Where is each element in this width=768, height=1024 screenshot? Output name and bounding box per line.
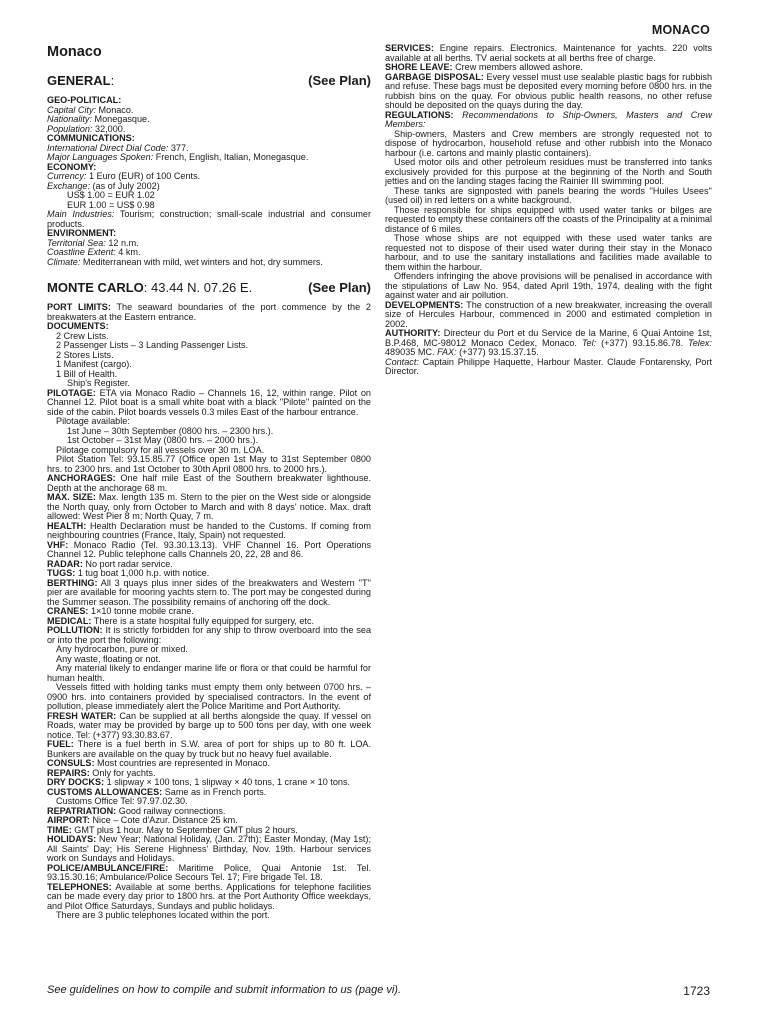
cranes-entry: CRANES: 1×10 tonne mobile crane. — [47, 606, 194, 616]
document-item: 2 Crew Lists. — [56, 330, 109, 341]
exchange-rate-usd: US$ 1.00 = EUR 1.02 — [67, 190, 155, 200]
environment-heading: ENVIRONMENT: — [47, 228, 117, 238]
holidays-entry: HOLIDAYS: New Year; National Holiday, (Jan. 27th); Easter Monday, (May 1st); All Saints' Day; His Serene Highness' Birthday, Nov. 19th. Harbour services work on Sundays and Holidays. — [47, 834, 371, 863]
port-limits: PORT LIMITS: The seaward boundaries of the port commence by the 2 breakwaters at the Eastern entrance. — [47, 302, 371, 322]
port-name: MONTE CARLO — [47, 280, 144, 295]
tugs-entry: TUGS: 1 tug boat 1,000 h.p. with notice. — [47, 568, 210, 578]
capital-line: Capital City: Monaco. — [47, 104, 134, 115]
nationality-line: Nationality: Monegasque. — [47, 114, 150, 124]
dial-code-line: International Direct Dial Code: 377. — [47, 142, 189, 153]
customs-entry: CUSTOMS ALLOWANCES: Same as in French ports. — [47, 786, 267, 797]
country-title: Monaco — [47, 44, 102, 60]
public-telephones: There are 3 public telephones located within the port. — [56, 910, 270, 920]
population-line: Population: 32,000. — [47, 123, 126, 134]
currency-line: Currency: 1 Euro (EUR) of 100 Cents. — [47, 171, 201, 181]
coastline-line: Coastline Extent: 4 km. — [47, 247, 141, 257]
industries-line: Main Industries: Tourism; construction; small-scale industrial and consumer products. — [47, 209, 371, 229]
developments-entry: DEVELOPMENTS: The construction of a new breakwater, increasing the overall size of Hercules Harbour, commenced in 2000 and estimated completion in 2002. — [385, 299, 712, 329]
see-plan-link-port[interactable]: (See Plan) — [308, 280, 371, 295]
regulation-paragraph: These tanks are signposted with panels bearing the words ''Huiles Usees'' (used oil) in red letters on a white background. — [385, 185, 712, 205]
customs-office: Customs Office Tel: 97.97.02.30. — [56, 796, 188, 806]
pilot-station: Pilot Station Tel: 93.15.85.77 (Office open 1st May to 31st September 0800 hrs. to 2300 hrs. and 1st October to 30th April 0800 hrs. to 2000 hrs.). — [47, 454, 371, 474]
document-item: 2 Passenger Lists – 3 Landing Passenger Lists. — [56, 340, 249, 350]
pollution-item: Any hydrocarbon, pure or mixed. — [56, 644, 188, 654]
economy-heading: ECONOMY: — [47, 161, 97, 172]
regulation-paragraph: Ship-owners, Masters and Crew members are strongly requested not to dispose of hydrocarbon, household refuse and other rubbish into the Monaco harbour (i.e. cartons and mainly plastic containers). — [385, 128, 712, 158]
exchange-rate-eur: EUR 1.00 = US$ 0.98 — [67, 199, 155, 210]
general-heading: GENERAL — [47, 73, 111, 88]
regulation-paragraph: Those whose ships are not equipped with these used water tanks are requested not to dispose of their used water during their stay in the Monaco harbour, and to use the sanitary installations and facilities made available to them within the harbour. — [385, 233, 712, 272]
pilotage-entry: PILOTAGE: ETA via Monaco Radio – Channels 16, 12, within range. Pilot on Channel 12. Pilot boat is a small white boat with a black ''Pilote'' painted on the side of the cabin. Pilot boards vessels 0.3 miles East of the harbour entrance. — [47, 387, 371, 417]
documents-heading: DOCUMENTS: — [47, 321, 109, 331]
see-plan-link[interactable]: (See Plan) — [308, 73, 371, 88]
health-entry: HEALTH: Health Declaration must be handed to the Customs. If coming from neighbouring countries (France, Italy, Spain) not requested. — [47, 520, 371, 540]
regulation-paragraph: Those responsible for ships equipped with used water tanks or bilges are requested to empty these containers off the coasts of the Principality at a minimal distance of 6 miles. — [385, 204, 712, 234]
general-section-heading: GENERAL: (See Plan) — [47, 73, 371, 88]
document-item: Ship's Register. — [67, 378, 130, 388]
consuls-entry: CONSULS: Most countries are represented in Monaco. — [47, 758, 270, 768]
radar-entry: RADAR: No port radar service. — [47, 558, 173, 569]
pollution-item: Any waste, floating or not. — [56, 653, 161, 664]
authority-entry: AUTHORITY: Directeur du Port et du Service de la Marine, 6 Quai Antoine 1st, B.P.468, MC-98012 Monaco Cedex, Monaco. Tel: (+377) 93.15.86.78. Telex: 489035 MC. FAX: (+377) 93.15.37.15. — [385, 328, 712, 357]
document-item: 1 Manifest (cargo). — [56, 359, 132, 369]
document-item: 1 Bill of Health. — [56, 368, 118, 379]
page-number: 1723 — [683, 984, 710, 998]
contact-entry: Contact: Captain Philippe Haquette, Harbour Master. Claude Fontarensky, Port Director. — [385, 356, 712, 376]
pilotage-compulsory: Pilotage compulsory for all vessels over 30 m. LOA. — [56, 444, 265, 455]
shore-leave-entry: SHORE LEAVE: Crew members allowed ashore. — [385, 62, 583, 72]
port-section-heading — [47, 280, 371, 295]
communications-heading: COMMUNICATIONS: — [47, 133, 135, 143]
pollution-item: Any material likely to endanger marine life or flora or that could be harmful for human health. — [47, 663, 371, 683]
medical-entry: MEDICAL: There is a state hospital fully equipped for surgery, etc. — [47, 615, 315, 626]
pilotage-hours-winter: 1st October – 31st May (0800 hrs. – 2000 hrs.). — [67, 435, 259, 445]
max-size-entry: MAX. SIZE: Max. length 135 m. Stern to the pier on the West side or alongside the North quay, only from October to March and with 8 days' notice. Max. draft allowed: West Pier 8 m; North Quay, 7 m. — [47, 492, 371, 521]
territorial-sea-line: Territorial Sea: 12 n.m. — [47, 237, 139, 248]
dry-docks-entry: DRY DOCKS: 1 slipway × 100 tons, 1 slipway × 40 tons, 1 crane × 10 tons. — [47, 777, 351, 787]
repairs-entry: REPAIRS: Only for yachts. — [47, 767, 156, 778]
vhf-entry: VHF: Monaco Radio (Tel. 93.30.13.13). VHF Channel 16. Port Operations Channel 12. Public telephone calls Channels 20, 22, 28 and 86. — [47, 539, 371, 559]
time-entry: TIME: GMT plus 1 hour. May to September GMT plus 2 hours. — [47, 824, 298, 835]
running-head: MONACO — [651, 23, 710, 37]
telephones-entry: TELEPHONES: Available at some berths. Applications for telephone facilities can be made every day prior to 1800 hrs. at the Port Authority Office weekdays, and Pilot Office Saturdays, Sundays and public holidays. — [47, 881, 371, 911]
repatriation-entry: REPATRIATION: Good railway connections. — [47, 805, 226, 816]
police-entry: POLICE/AMBULANCE/FIRE: Maritime Police, Quai Antonie 1st. Tel. 93.15.30.16; Ambulance/Police Secours Tel. 17; Fire brigade Tel. 18. — [47, 862, 371, 882]
fresh-water-entry: FRESH WATER: Can be supplied at all berths alongside the quay. If vessel on Roads, water may be provided by barge up to 500 tons per day, with one week notice. Tel: (+377) 93.30.83.67. — [47, 710, 371, 740]
services-entry: SERVICES: Engine repairs. Electronics. Maintenance for yachts. 220 volts available at all berths. TV aerial sockets at all berths free of charge. — [385, 43, 712, 63]
regulation-paragraph: Offenders infringing the above provisions will be penalised in accordance with the stipulations of Law No. 954, dated April 19th, 1974, dealing with the fight against water and air pollution. — [385, 271, 712, 300]
anchorages-entry: ANCHORAGES: One half mile East of the Southern breakwater lighthouse. Depth at the anchorage 68 m. — [47, 473, 371, 493]
document-item: 2 Stores Lists. — [56, 349, 114, 360]
garbage-entry: GARBAGE DISPOSAL: Every vessel must use sealable plastic bags for rubbish and refuse. These bags must be deposited every morning before 0800 hrs. in the rubbish bins on the quay. For obvious public health reasons, no other refuse should be deposited on the quays during the day. — [385, 71, 712, 110]
regulation-paragraph: Used motor oils and other petroleum residues must be transferred into tanks exclusively provided for this purpose at the beginning of the North and South jetties and on the landing stages facing the Rainier III swimming pool. — [385, 157, 712, 186]
right-column — [385, 44, 712, 377]
holding-tanks-note: Vessels fitted with holding tanks must empty them only between 0700 hrs. – 0900 hrs. into containers provided by specialised contractors. In the event of pollution, please immediately alert the Police Maritime and Port Authority. — [47, 682, 371, 711]
geo-political-heading: GEO-POLITICAL: — [47, 95, 122, 105]
regulations-entry: REGULATIONS: Recommendations to Ship-Owners, Masters and Crew Members: — [385, 109, 712, 129]
port-coordinates: : 43.44 N. 07.26 E. — [143, 280, 253, 295]
pollution-entry: POLLUTION: It is strictly forbidden for any ship to throw overboard into the sea or into the port the following: — [47, 625, 371, 645]
pilotage-available: Pilotage available: — [56, 416, 130, 426]
airport-entry: AIRPORT: Nice – Cote d'Azur. Distance 25 km. — [47, 815, 238, 825]
languages-line: Major Languages Spoken: French, English, Italian, Monegasque. — [47, 152, 309, 162]
fuel-entry: FUEL: There is a fuel berth in S.W. area of port for ships up to 80 ft. LOA. Bunkers are available on the quay by truck but no heavy fuel available. — [47, 739, 371, 759]
exchange-line: Exchange: (as of July 2002) — [47, 180, 160, 191]
berthing-entry: BERTHING: All 3 quays plus inner sides of the breakwaters and Western ''T'' pier are available for mooring yachts stern to. The port may be congested during the Summer season. The possibility remains of anchoring off the dock. — [47, 577, 371, 607]
left-column — [47, 44, 371, 921]
climate-line: Climate: Mediterranean with mild, wet winters and hot, dry summers. — [47, 256, 323, 267]
pilotage-hours-summer: 1st June – 30th September (0800 hrs. – 2300 hrs.). — [67, 425, 274, 436]
footer-guidelines-note: See guidelines on how to compile and submit information to us (page vi). — [47, 984, 402, 996]
